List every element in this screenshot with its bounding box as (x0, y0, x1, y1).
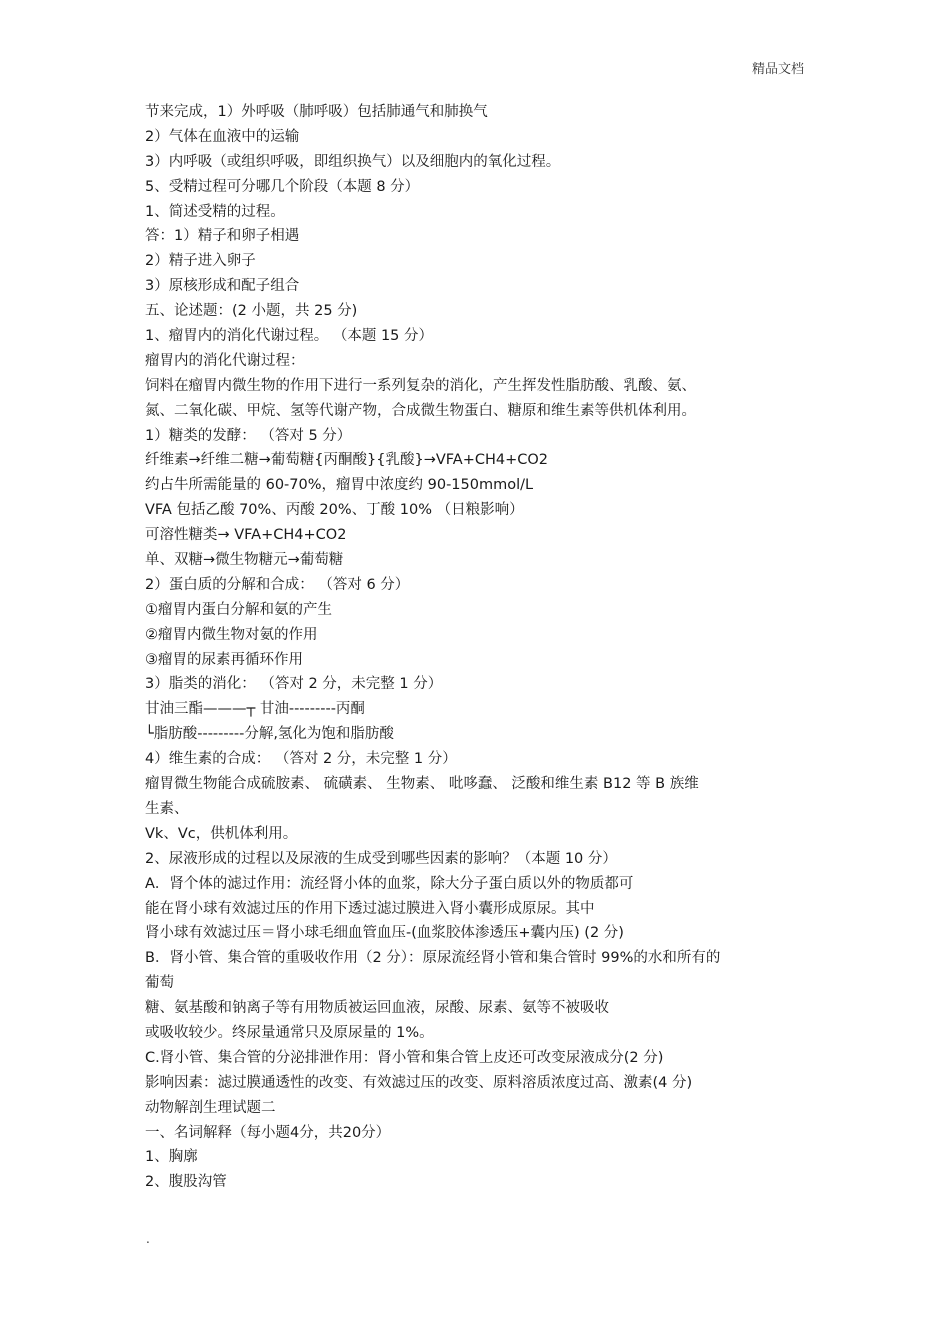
text-line: 3）脂类的消化： （答对 2 分，未完整 1 分） (145, 676, 443, 693)
text-line: 3）内呼吸（或组织呼吸，即组织换气）以及细胞内的氧化过程。 (145, 153, 561, 170)
text-line: 或吸收较少。终尿量通常只及原尿量的 1%。 (145, 1024, 434, 1041)
text-line: 2）蛋白质的分解和合成： （答对 6 分） (145, 576, 410, 593)
text-line: 3）原核形成和配子组合 (145, 278, 300, 295)
text-line: 肾小球有效滤过压＝肾小球毛细血管血压-(血浆胶体渗透压+囊内压) (2 分) (145, 925, 624, 942)
text-line: 4）维生素的合成： （答对 2 分，未完整 1 分） (145, 751, 457, 768)
text-line: 五、论述题：(2 小题，共 25 分) (145, 303, 358, 320)
text-line: 2）精子进入卵子 (145, 253, 256, 270)
text-line: 可溶性糖类→ VFA+CH4+CO2 (145, 527, 347, 544)
text-line: 单、双糖→微生物糖元→葡萄糖 (145, 552, 344, 569)
text-line: 能在肾小球有效滤过压的作用下透过滤过膜进入肾小囊形成原尿。其中 (145, 900, 595, 917)
text-line: Vk、Vc，供机体利用。 (145, 825, 298, 842)
text-line: ②瘤胃内微生物对氨的作用 (145, 626, 318, 643)
text-line: 约占牛所需能量的 60-70%，瘤胃中浓度约 90-150mmol/L (145, 477, 534, 494)
text-line: 生素、 (145, 800, 189, 817)
text-line: 1、瘤胃内的消化代谢过程。 （本题 15 分） (145, 328, 434, 345)
text-line: 1、胸廓 (145, 1149, 198, 1166)
text-line: 2、腹股沟管 (145, 1174, 227, 1191)
text-line: 节来完成，1）外呼吸（肺呼吸）包括肺通气和肺换气 (145, 104, 488, 120)
text-line: 纤维素→纤维二糖→葡萄糖{丙酮酸}{乳酸}→VFA+CH4+CO2 (145, 452, 549, 469)
text-line: 1）糖类的发酵： （答对 5 分） (145, 427, 352, 444)
text-line: 饲料在瘤胃内微生物的作用下进行一系列复杂的消化，产生挥发性脂肪酸、乳酸、氨、 (145, 377, 696, 394)
page-header: 精品文档 (751, 62, 804, 77)
page-footer: . (146, 1232, 150, 1246)
text-line: B．肾小管、集合管的重吸收作用（2 分）：原尿流经肾小管和集合管时 99%的水和所有的 (145, 950, 721, 967)
text-line: 氮、二氧化碳、甲烷、氢等代谢产物，合成微生物蛋白、糖原和维生素等供机体利用。 (145, 402, 696, 419)
text-line: 瘤胃内的消化代谢过程： (145, 352, 305, 369)
text-line: 答：1）精子和卵子相遇 (145, 228, 300, 245)
text-line: 1、简述受精的过程。 (145, 203, 285, 220)
text-line: 动物解剖生理试题二 (145, 1099, 276, 1116)
text-line: C.肾小管、集合管的分泌排泄作用：肾小管和集合管上皮还可改变尿液成分(2 分) (145, 1049, 664, 1066)
text-line: ①瘤胃内蛋白分解和氨的产生 (145, 601, 332, 618)
document-body (145, 100, 815, 1195)
text-line: 影响因素：滤过膜通透性的改变、有效滤过压的改变、原料溶质浓度过高、激素(4 分) (145, 1074, 693, 1091)
text-line: 瘤胃微生物能合成硫胺素、 硫磺素、 生物素、 吡哆蠢、 泛酸和维生素 B12 等 B 族维 (145, 776, 699, 793)
text-line: ③瘤胃的尿素再循环作用 (145, 651, 303, 668)
text-line: 糖、氨基酸和钠离子等有用物质被运回血液，尿酸、尿素、氨等不被吸收 (145, 1000, 609, 1017)
text-line: └脂肪酸---------分解,氢化为饱和脂肪酸 (145, 726, 394, 743)
text-line: 2）气体在血液中的运输 (145, 128, 300, 145)
text-line: A．肾个体的滤过作用：流经肾小体的血浆，除大分子蛋白质以外的物质都可 (145, 875, 634, 892)
text-line: 2、尿液形成的过程以及尿液的生成受到哪些因素的影响？（本题 10 分） (145, 850, 617, 867)
text-line: VFA 包括乙酸 70%、丙酸 20%、丁酸 10% （日粮影响） (145, 502, 524, 519)
text-line: 5、受精过程可分哪几个阶段（本题 8 分） (145, 178, 420, 195)
text-line: 一、名词解释（每小题4分，共20分） (145, 1124, 391, 1141)
text-line: 葡萄 (145, 975, 174, 992)
text-line: 甘油三酯———┬ 甘油---------丙酮 (145, 701, 365, 718)
